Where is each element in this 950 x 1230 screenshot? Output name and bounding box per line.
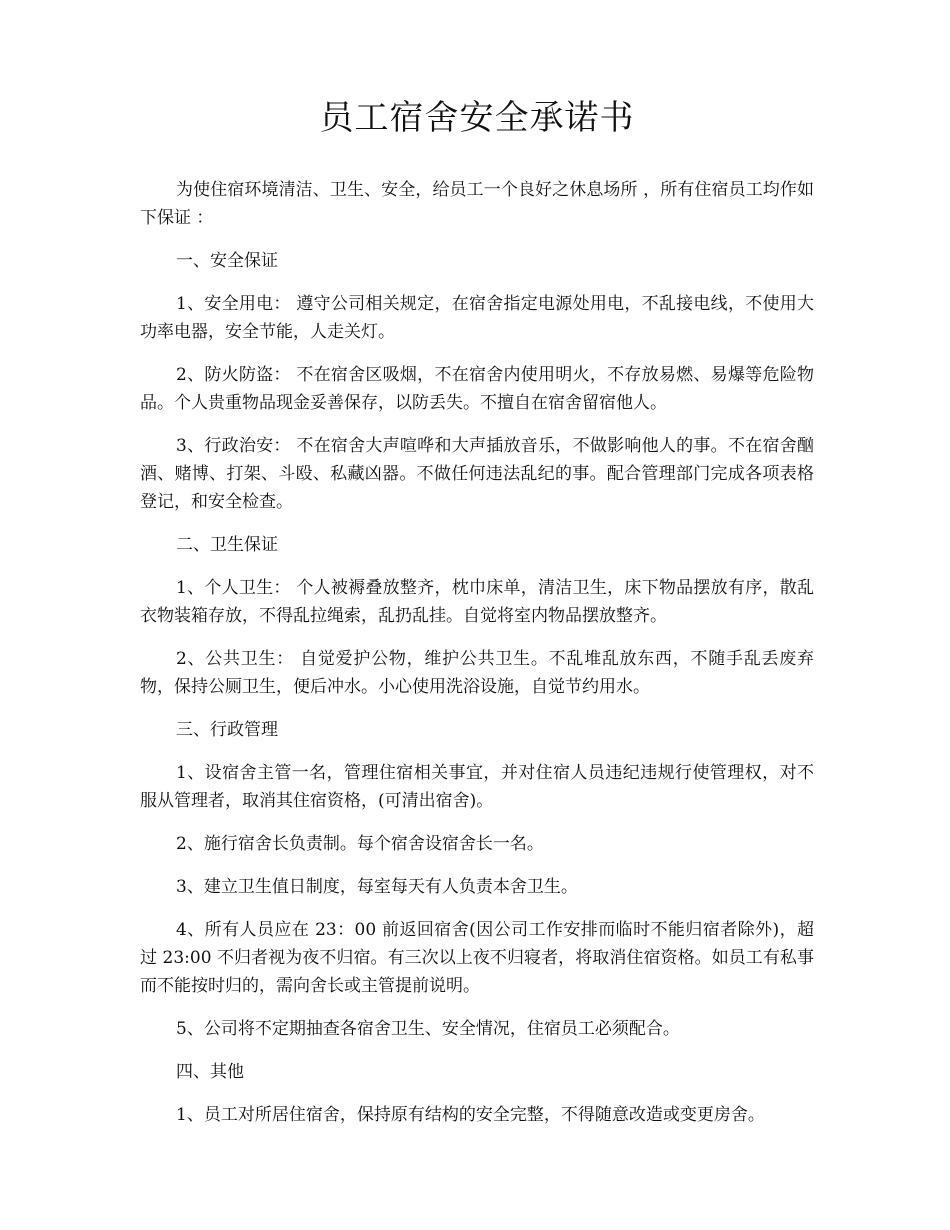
admin-item-room-leader: 2、施行宿舍长负责制。每个宿舍设宿舍长一名。 (176, 834, 544, 854)
section-heading-administration: 三、行政管理 (176, 720, 278, 740)
hygiene-item-public: 2、公共卫生： 自觉爱护公物，维护公共卫生。不乱堆乱放东西，不随手乱丢废弃物，保持公厕卫生，便后冲水。小心使用洗浴设施，自觉节约用水。 (140, 649, 814, 697)
admin-item-inspection: 5、公司将不定期抽查各宿舍卫生、安全情况，住宿员工必须配合。 (176, 1019, 680, 1039)
document-title: 员工宿舍安全承诺书 (319, 98, 635, 138)
safety-item-public-order: 3、行政治安： 不在宿舍大声喧哗和大声插放音乐，不做影响他人的事。不在宿舍酗酒、赌博、打架、斗殴、私藏凶器。不做任何违法乱纪的事。配合管理部门完成各项表格登记，和安全检查。 (140, 436, 814, 512)
safety-item-electricity: 1、安全用电： 遵守公司相关规定，在宿舍指定电源处用电，不乱接电线，不使用大功率电器，安全节能，人走关灯。 (140, 294, 814, 342)
section-heading-hygiene: 二、卫生保证 (176, 535, 278, 555)
admin-item-duty-roster: 3、建立卫生值日制度，每室每天有人负责本舍卫生。 (176, 877, 578, 897)
intro-paragraph: 为使住宿环境清洁、卫生、安全，给员工一个良好之休息场所 ，所有住宿员工均作如下保证 ： (140, 180, 814, 228)
safety-item-fire-theft: 2、防火防盗： 不在宿舍区吸烟，不在宿舍内使用明火，不存放易燃、易爆等危险物品。个人贵重物品现金妥善保存，以防丢失。不擅自在宿舍留宿他人。 (140, 365, 814, 413)
section-heading-safety: 一、安全保证 (176, 251, 278, 271)
section-heading-other: 四、其他 (176, 1062, 244, 1082)
other-item-structure: 1、员工对所居住宿舍，保持原有结构的安全完整，不得随意改造或变更房舍。 (176, 1105, 765, 1125)
admin-item-curfew: 4、所有人员应在 23：00 前返回宿舍(因公司工作安排而临时不能归宿者除外)，超过 23:00 不归者视为夜不归宿。有三次以上夜不归寝者，将取消住宿资格。如员工有私事而不能按时归的，需向舍长或主管提前说明。 (140, 920, 814, 996)
hygiene-item-personal: 1、个人卫生： 个人被褥叠放整齐，枕巾床单，清洁卫生，床下物品摆放有序，散乱衣物装箱存放，不得乱拉绳索，乱扔乱挂。自觉将室内物品摆放整齐。 (140, 578, 814, 626)
admin-item-supervisor: 1、设宿舍主管一名，管理住宿相关事宜，并对住宿人员违纪违规行使管理权，对不服从管理者，取消其住宿资格，(可清出宿舍)。 (140, 763, 814, 811)
